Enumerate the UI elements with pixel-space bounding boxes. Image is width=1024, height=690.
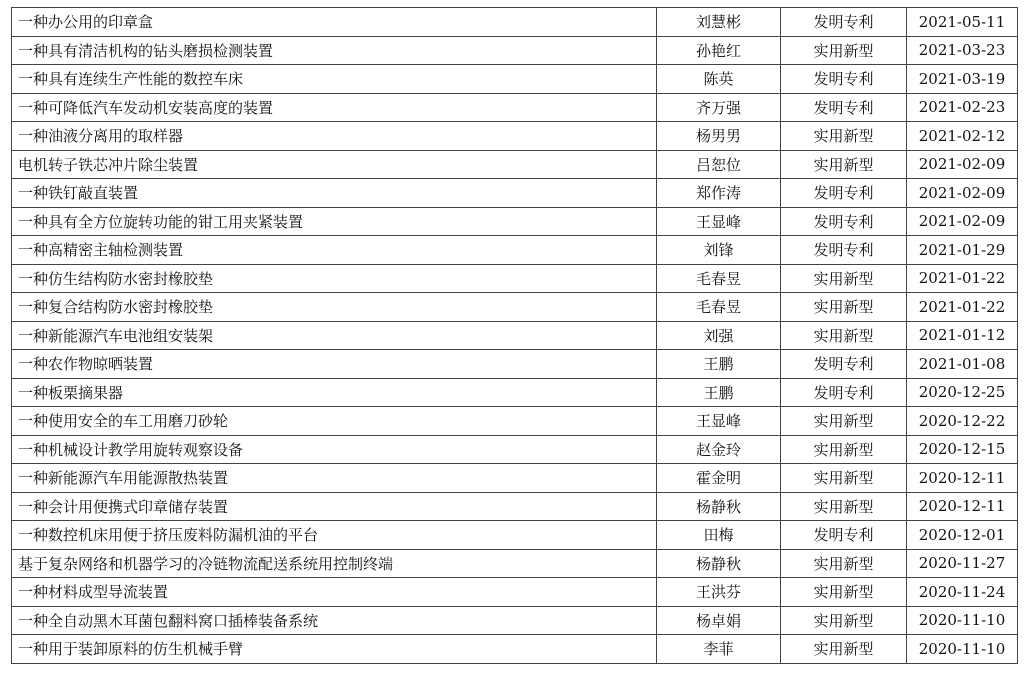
patent-table-body — [12, 8, 1018, 664]
date-cell: 2021-01-08 — [907, 350, 1018, 379]
table-row — [12, 549, 1018, 578]
patent-type-cell: 发明专利 — [781, 521, 907, 550]
patent-type-cell: 实用新型 — [781, 264, 907, 293]
patent-title-cell: 电机转子铁芯冲片除尘装置 — [12, 150, 657, 179]
patent-title-cell: 一种会计用便携式印章储存装置 — [12, 492, 657, 521]
inventor-cell: 齐万强 — [657, 93, 781, 122]
patent-type-cell: 实用新型 — [781, 549, 907, 578]
patent-type-cell: 实用新型 — [781, 122, 907, 151]
patent-type-cell: 实用新型 — [781, 492, 907, 521]
patent-title-cell: 一种复合结构防水密封橡胶垫 — [12, 293, 657, 322]
inventor-cell: 王显峰 — [657, 207, 781, 236]
inventor-cell: 王显峰 — [657, 407, 781, 436]
patent-title-cell: 一种高精密主轴检测装置 — [12, 236, 657, 265]
patent-type-cell: 发明专利 — [781, 65, 907, 94]
inventor-cell: 王鹏 — [657, 378, 781, 407]
patent-type-cell: 实用新型 — [781, 407, 907, 436]
table-row — [12, 179, 1018, 208]
patent-type-cell: 发明专利 — [781, 8, 907, 37]
inventor-cell: 毛春昱 — [657, 264, 781, 293]
inventor-cell: 刘锋 — [657, 236, 781, 265]
date-cell: 2021-03-23 — [907, 36, 1018, 65]
patent-title-cell: 一种材料成型导流装置 — [12, 578, 657, 607]
date-cell: 2021-02-12 — [907, 122, 1018, 151]
table-row — [12, 264, 1018, 293]
inventor-cell: 杨静秋 — [657, 492, 781, 521]
table-row — [12, 36, 1018, 65]
patent-table — [11, 7, 1018, 664]
inventor-cell: 杨卓娟 — [657, 606, 781, 635]
inventor-cell: 毛春昱 — [657, 293, 781, 322]
inventor-cell: 田梅 — [657, 521, 781, 550]
patent-title-cell: 一种铁钉敲直装置 — [12, 179, 657, 208]
date-cell: 2021-02-09 — [907, 150, 1018, 179]
patent-type-cell: 实用新型 — [781, 606, 907, 635]
date-cell: 2020-12-25 — [907, 378, 1018, 407]
date-cell: 2021-01-12 — [907, 321, 1018, 350]
date-cell: 2021-01-29 — [907, 236, 1018, 265]
table-row — [12, 521, 1018, 550]
inventor-cell: 孙艳红 — [657, 36, 781, 65]
date-cell: 2021-01-22 — [907, 264, 1018, 293]
patent-title-cell: 一种具有全方位旋转功能的钳工用夹紧装置 — [12, 207, 657, 236]
patent-title-cell: 一种办公用的印章盒 — [12, 8, 657, 37]
patent-title-cell: 一种数控机床用便于挤压废料防漏机油的平台 — [12, 521, 657, 550]
patent-title-cell: 一种仿生结构防水密封橡胶垫 — [12, 264, 657, 293]
table-row — [12, 65, 1018, 94]
date-cell: 2021-02-23 — [907, 93, 1018, 122]
patent-title-cell: 一种油液分离用的取样器 — [12, 122, 657, 151]
date-cell: 2020-11-24 — [907, 578, 1018, 607]
inventor-cell: 刘慧彬 — [657, 8, 781, 37]
patent-type-cell: 实用新型 — [781, 293, 907, 322]
patent-title-cell: 基于复杂网络和机器学习的冷链物流配送系统用控制终端 — [12, 549, 657, 578]
table-row — [12, 464, 1018, 493]
table-row — [12, 635, 1018, 664]
patent-type-cell: 实用新型 — [781, 578, 907, 607]
patent-type-cell: 实用新型 — [781, 635, 907, 664]
patent-type-cell: 实用新型 — [781, 36, 907, 65]
date-cell: 2020-12-15 — [907, 435, 1018, 464]
date-cell: 2020-12-01 — [907, 521, 1018, 550]
patent-title-cell: 一种全自动黑木耳菌包翻料窝口插棒装备系统 — [12, 606, 657, 635]
patent-title-cell: 一种使用安全的车工用磨刀砂轮 — [12, 407, 657, 436]
patent-title-cell: 一种用于装卸原料的仿生机械手臂 — [12, 635, 657, 664]
table-row — [12, 492, 1018, 521]
patent-type-cell: 发明专利 — [781, 378, 907, 407]
inventor-cell: 陈英 — [657, 65, 781, 94]
date-cell: 2021-01-22 — [907, 293, 1018, 322]
table-row — [12, 435, 1018, 464]
date-cell: 2020-11-27 — [907, 549, 1018, 578]
inventor-cell: 赵金玲 — [657, 435, 781, 464]
table-row — [12, 407, 1018, 436]
patent-title-cell: 一种板栗摘果器 — [12, 378, 657, 407]
inventor-cell: 王洪芬 — [657, 578, 781, 607]
patent-title-cell: 一种机械设计教学用旋转观察设备 — [12, 435, 657, 464]
table-row — [12, 606, 1018, 635]
table-row — [12, 207, 1018, 236]
patent-type-cell: 发明专利 — [781, 236, 907, 265]
table-row — [12, 578, 1018, 607]
patent-type-cell: 实用新型 — [781, 321, 907, 350]
table-row — [12, 93, 1018, 122]
patent-type-cell: 实用新型 — [781, 150, 907, 179]
patent-type-cell: 实用新型 — [781, 435, 907, 464]
patent-type-cell: 实用新型 — [781, 464, 907, 493]
patent-title-cell: 一种具有清洁机构的钻头磨损检测装置 — [12, 36, 657, 65]
date-cell: 2020-11-10 — [907, 635, 1018, 664]
inventor-cell: 李菲 — [657, 635, 781, 664]
patent-title-cell: 一种具有连续生产性能的数控车床 — [12, 65, 657, 94]
table-row — [12, 321, 1018, 350]
date-cell: 2020-12-11 — [907, 464, 1018, 493]
inventor-cell: 霍金明 — [657, 464, 781, 493]
inventor-cell: 郑作涛 — [657, 179, 781, 208]
inventor-cell: 杨男男 — [657, 122, 781, 151]
table-row — [12, 122, 1018, 151]
inventor-cell: 杨静秋 — [657, 549, 781, 578]
date-cell: 2021-02-09 — [907, 207, 1018, 236]
table-row — [12, 236, 1018, 265]
patent-title-cell: 一种农作物晾晒装置 — [12, 350, 657, 379]
patent-title-cell: 一种新能源汽车电池组安装架 — [12, 321, 657, 350]
patent-type-cell: 发明专利 — [781, 207, 907, 236]
date-cell: 2021-05-11 — [907, 8, 1018, 37]
patent-type-cell: 发明专利 — [781, 93, 907, 122]
table-row — [12, 293, 1018, 322]
patent-type-cell: 发明专利 — [781, 179, 907, 208]
patent-title-cell: 一种可降低汽车发动机安装高度的装置 — [12, 93, 657, 122]
table-row — [12, 8, 1018, 37]
date-cell: 2020-12-22 — [907, 407, 1018, 436]
date-cell: 2021-03-19 — [907, 65, 1018, 94]
date-cell: 2020-11-10 — [907, 606, 1018, 635]
inventor-cell: 王鹏 — [657, 350, 781, 379]
date-cell: 2021-02-09 — [907, 179, 1018, 208]
inventor-cell: 刘强 — [657, 321, 781, 350]
inventor-cell: 吕恕位 — [657, 150, 781, 179]
table-row — [12, 378, 1018, 407]
date-cell: 2020-12-11 — [907, 492, 1018, 521]
table-row — [12, 350, 1018, 379]
patent-type-cell: 发明专利 — [781, 350, 907, 379]
patent-title-cell: 一种新能源汽车用能源散热装置 — [12, 464, 657, 493]
table-row — [12, 150, 1018, 179]
